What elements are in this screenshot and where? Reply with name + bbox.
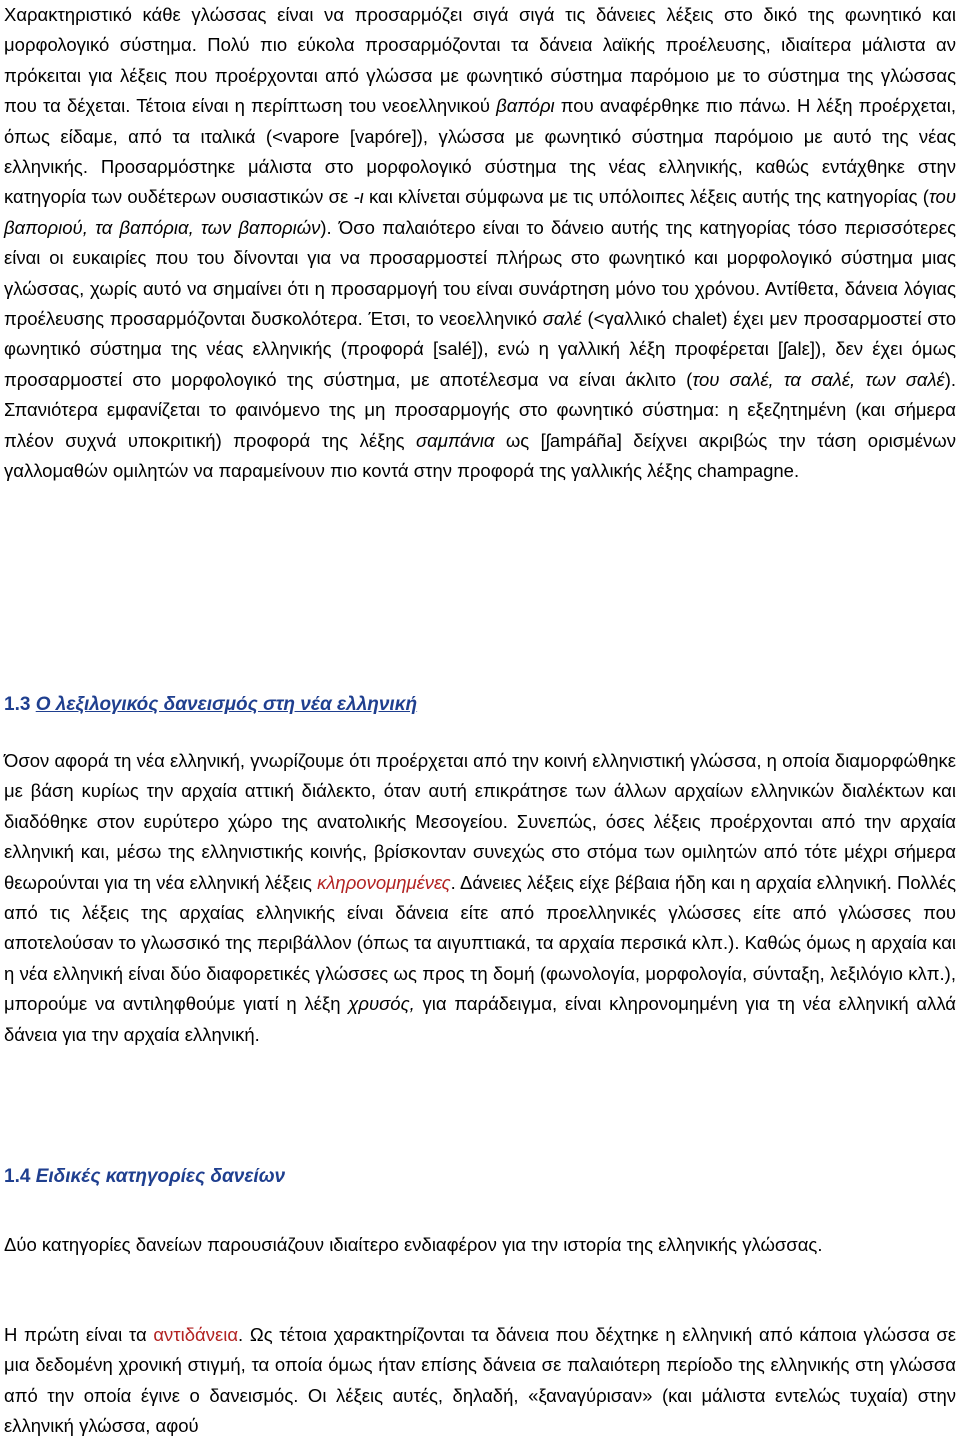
paragraph-lexical-borrowing bbox=[4, 746, 956, 1050]
section-number: 1.3 bbox=[4, 694, 31, 715]
italic-term: του σαλέ, τα σαλέ, των σαλέ bbox=[692, 368, 945, 390]
text-run: και κλίνεται σύμφωνα με τις υπόλοιπες λέξεις αυτής της κατηγορίας ( bbox=[363, 186, 929, 208]
text-run: (<γαλλικό chalet) έχει μεν προσαρμοστεί στο φωνητικό σύστημα της νέας ελληνικής (προφορά [salé]), ενώ η γαλλική λέξη προφέρεται [ʃalε]), δεν έχει όμως προσαρμοστεί στο μορφολογικό της σύστημα, με αποτέλεσμα να είναι άκλιτο ( bbox=[4, 308, 956, 390]
section-title-link[interactable]: Ο λεξιλογικός δανεισμός στη νέα ελληνική bbox=[35, 694, 418, 715]
section-title: Ειδικές κατηγορίες δανείων bbox=[35, 1166, 286, 1187]
text-run: ). Σπανιότερα εμφανίζεται το φαινόμενο της μη προσαρμογής στο φωνητικό σύστημα: η εξεζητημένη (και σήμερα πλέον συχνά υποκριτική) προφορά της λέξης bbox=[4, 368, 956, 451]
paragraph-adaptation bbox=[4, 0, 956, 487]
italic-term: σαλέ bbox=[542, 308, 582, 330]
section-heading-1-4 bbox=[4, 1162, 956, 1192]
paragraph-reborrowings bbox=[4, 1320, 956, 1442]
text-run: ). Όσο παλαιότερο είναι το δάνειο αυτής της κατηγορίας τόσο περισσότερες είναι οι ευκαιρίες που του δίνονται για να προσαρμοστεί πλήρως στο φωνητικό και μορφολογικό σύστημα μιας γλώσσας, χωρίς αυτό να σημαίνει ότι η προσαρμογή του είναι συνάρτηση μόνο του χρόνου. Αντίθετα, δάνεια λόγιας προέλευσης προσαρμόζονται δυσκολότερα. Έτσι, το νεοελληνικό bbox=[4, 216, 956, 330]
italic-term: βαπόρι bbox=[496, 95, 555, 117]
text-run: για παράδειγμα, είναι κληρονομημένη για τη νέα ελληνική αλλά δάνεια για την αρχαία ελληνική. bbox=[4, 993, 957, 1045]
text-run: Όσον αφορά τη νέα ελληνική, γνωρίζουμε ότι προέρχεται από την κοινή ελληνιστική γλώσσα, η οποία διαμορφώθηκε με βάση κυρίως την αρχαία αττική διάλεκτο, όταν αυτή επικράτησε των άλλων αρχαίων ελληνικών διαλέκτων και διαδόθηκε στον ευρύτερο χώρο της ανατολικής Μεσογείου. Συνεπώς, όσες λέξεις προέρχονται από την αρχαία ελληνική και, μέσω της ελληνιστικής κοινής, βρίσκονταν συνεχώς στο στόμα των ομιλητών από τότε μέχρι σήμερα θεωρούνται για τη νέα ελληνική λέξεις bbox=[4, 750, 956, 893]
glossary-link-inherited[interactable]: κληρονομημένες bbox=[317, 871, 451, 893]
section-heading-1-3 bbox=[4, 690, 956, 720]
text-run: Η πρώτη είναι τα bbox=[4, 1324, 154, 1345]
text-run: που αναφέρθηκε πιο πάνω. Η λέξη προέρχεται, όπως είδαμε, από τα ιταλικά (<vapore [vapóre]), γλώσσα με φωνητικό σύστημα παρόμοιο με αυτό της νέας ελληνικής. Προσαρμόστηκε μάλιστα στο μορφολογικό σύστημα της νέας ελληνικής, καθώς εντάχθηκε στην κατηγορία των ουδέτερων ουσιαστικών σε bbox=[4, 95, 956, 208]
text-run: Δύο κατηγορίες δανείων παρουσιάζουν ιδιαίτερο ενδιαφέρον για την ιστορία της ελληνικής γλώσσας. bbox=[4, 1234, 823, 1255]
text-run: . Ως τέτοια χαρακτηρίζονται τα δάνεια που δέχτηκε η ελληνική από κάποια γλώσσα σε μια δεδομένη χρονική στιγμή, τα οποία όμως ήταν επίσης δάνεια σε παλαιότερη περίοδο της ελληνικής στη γλώσσα από την οποία έγινε ο δανεισμός. Οι λέξεις αυτές, δηλαδή, «ξαναγύρισαν» (και μάλιστα εντελώς τυχαία) στην ελληνική γλώσσα, αφού bbox=[4, 1324, 956, 1437]
italic-term: σαμπάνια bbox=[415, 429, 495, 451]
italic-term: χρυσός, bbox=[348, 993, 415, 1015]
text-run: Χαρακτηριστικό κάθε γλώσσας είναι να προσαρμόζει σιγά σιγά τις δάνειες λέξεις στο δικό της φωνητικό και μορφολογικό σύστημα. Πολύ πιο εύκολα προσαρμόζονται τα δάνεια λαϊκής προέλευσης, ιδιαίτερα μάλιστα αν πρόκειται για λέξεις που προέρχονται από γλώσσα με φωνητικό σύστημα παρόμοιο με το σύστημα της γλώσσας που τα δέχεται. Τέτοια είναι η περίπτωση του νεοελληνικού bbox=[4, 4, 956, 117]
glossary-link-reborrowings[interactable]: αντιδάνεια bbox=[153, 1324, 239, 1345]
section-number: 1.4 bbox=[4, 1166, 31, 1187]
italic-term: του βαποριού, τα βαπόρια, των βαποριών bbox=[4, 186, 956, 238]
italic-term: -ι bbox=[353, 186, 364, 208]
text-run: ως [ʃampáña] δείχνει ακριβώς την τάση ορισμένων γαλλομαθών ομιλητών να παραμείνουν πιο κοντά στην προφορά της γαλλικής λέξης champagne. bbox=[4, 429, 956, 482]
text-run: . Δάνειες λέξεις είχε βέβαια ήδη και η αρχαία ελληνική. Πολλές από τις λέξεις της αρχαίας ελληνικής είναι δάνεια είτε από προελληνικές γλώσσες είτε από γλώσσες που αποτελούσαν το γλωσσικό της περιβάλλον (όπως τα αιγυπτιακά, τα αρχαία περσικά κλπ.). Καθώς όμως η αρχαία και η νέα ελληνική είναι δύο διαφορετικές γλώσσες ως προς τη δομή (φωνολογία, μορφολογία, σύνταξη, λεξιλόγιο κλπ.), μπορούμε να αντιληφθούμε γιατί η λέξη bbox=[4, 871, 956, 1015]
paragraph-categories bbox=[4, 1230, 956, 1260]
